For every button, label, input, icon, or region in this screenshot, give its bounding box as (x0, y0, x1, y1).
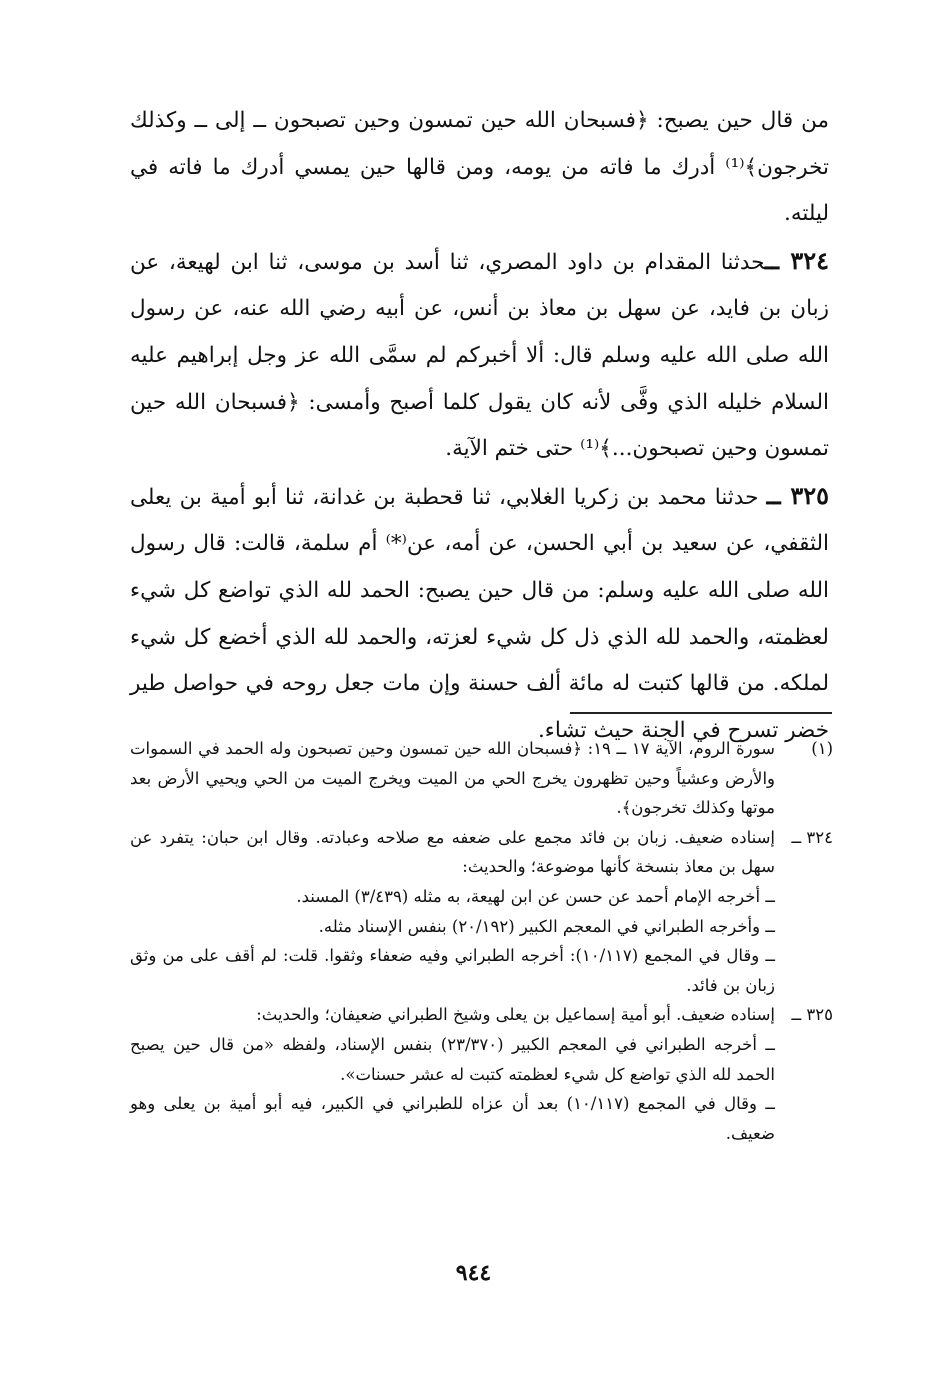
paragraph-continuation (130, 98, 829, 238)
paragraph-text: من قال حين يصبح: ﴿فسبحان الله حين تمسون وحين تصبحون ــ إلى ــ وكذلك تخرجون﴾⁽¹⁾ أدرك ما فاته من يومه، ومن قالها حين يمسي أدرك ما فاته في ليلته. (130, 108, 829, 227)
footnote-line: ــ أخرجه الطبراني في المعجم الكبير (٢٣/٣٧٠) بنفس الإسناد، ولفظه «من قال حين يصبح الحمد لله الذي تواضع كل شيء لعظمته كتبت له عشر حسنات». (130, 1034, 775, 1084)
footnote-divider (570, 712, 832, 714)
hadith-text: حدثنا المقدام بن داود المصري، ثنا أسد بن موسى، ثنا ابن لهيعة، عن زبان بن فايد، عن سهل بن معاذ بن أنس، عن أبيه رضي الله عنه، عن رسول الله صلى الله عليه وسلم قال: ألا أخبركم لم سمَّى الله عز وجل إبراهيم عليه السلام خليله الذي وفَّى لأنه كان يقول كلما أصبح وأمسى: ﴿فسبحان الله حين تمسون وحين تصبحون...﴾⁽¹⁾ حتى ختم الآية. (130, 249, 829, 462)
footnotes (130, 734, 833, 1148)
page-number: ٩٤٤ (455, 1260, 492, 1286)
footnote-line: ــ وقال في المجمع (١٠/١١٧) بعد أن عزاه للطبراني في الكبير، فيه أبو أمية بن يعلى وهو ضعيف. (130, 1094, 775, 1143)
hadith-number: ٣٢٥ ــ (766, 480, 829, 510)
footnote-324 (130, 823, 833, 882)
footnote-label: (١) (811, 739, 833, 758)
footnote-line: ــ وقال في المجمع (١٠/١١٧): أخرجه الطبراني وفيه ضعفاء وثقوا. قلت: لم أقف على من وثق زبان بن فائد. (130, 946, 775, 995)
footnote-text: إسناده ضعيف. زبان بن فائد مجمع على ضعفه مع صلاحه وعبادته. وقال ابن حبان: يتفرد عن سهل بن معاذ بنسخة كأنها موضوعة؛ والحديث: (130, 827, 775, 877)
hadith-number: ٣٢٤ ــ (765, 245, 829, 275)
footnote-1 (130, 734, 833, 823)
footnote-text: إسناده ضعيف. أبو أمية إسماعيل بن يعلى وشيخ الطبراني ضعيفان؛ والحديث: (256, 1005, 775, 1025)
footnote-label: ٣٢٥ ــ (791, 1005, 833, 1025)
footnote-text: سورة الروم، الآية ١٧ ــ ١٩: ﴿فسبحان الله حين تمسون وحين تصبحون وله الحمد في السموات والأرض وعشياً وحين تظهرون يخرج الحي من الميت ويخرج الميت من الحي ويحيي الأرض بعد موتها وكذلك تخرجون﴾. (130, 739, 775, 818)
footnote-label: ٣٢٤ ــ (791, 827, 833, 847)
main-text (130, 98, 829, 754)
hadith-text: حدثنا محمد بن زكريا الغلابي، ثنا قحطبة بن غدانة، ثنا أبو أمية بن يعلى الثقفي، عن سعيد بن أبي الحسن، عن أمه، عن⁽*⁾ أم سلمة، قالت: قال رسول الله صلى الله عليه وسلم: من قال حين يصبح: الحمد لله الذي تواضع كل شيء لعظمته، والحمد لله الذي ذل كل شيء لعزته، والحمد لله الذي أخضع كل شيء لملكه. من قالها كتبت له مائة ألف حسنة وإن مات جعل روحه في حواصل طير خضر تسرح في الجنة حيث تشاء. (130, 484, 829, 743)
hadith-324 (130, 238, 829, 473)
footnote-325 (130, 1000, 833, 1030)
footnote-line: ــ أخرجه الإمام أحمد عن حسن عن ابن لهيعة، به مثله (٣/٤٣٩) المسند. (296, 886, 775, 906)
footnote-line: ــ وأخرجه الطبراني في المعجم الكبير (٢٠/١٩٢) بنفس الإسناد مثله. (318, 916, 775, 936)
